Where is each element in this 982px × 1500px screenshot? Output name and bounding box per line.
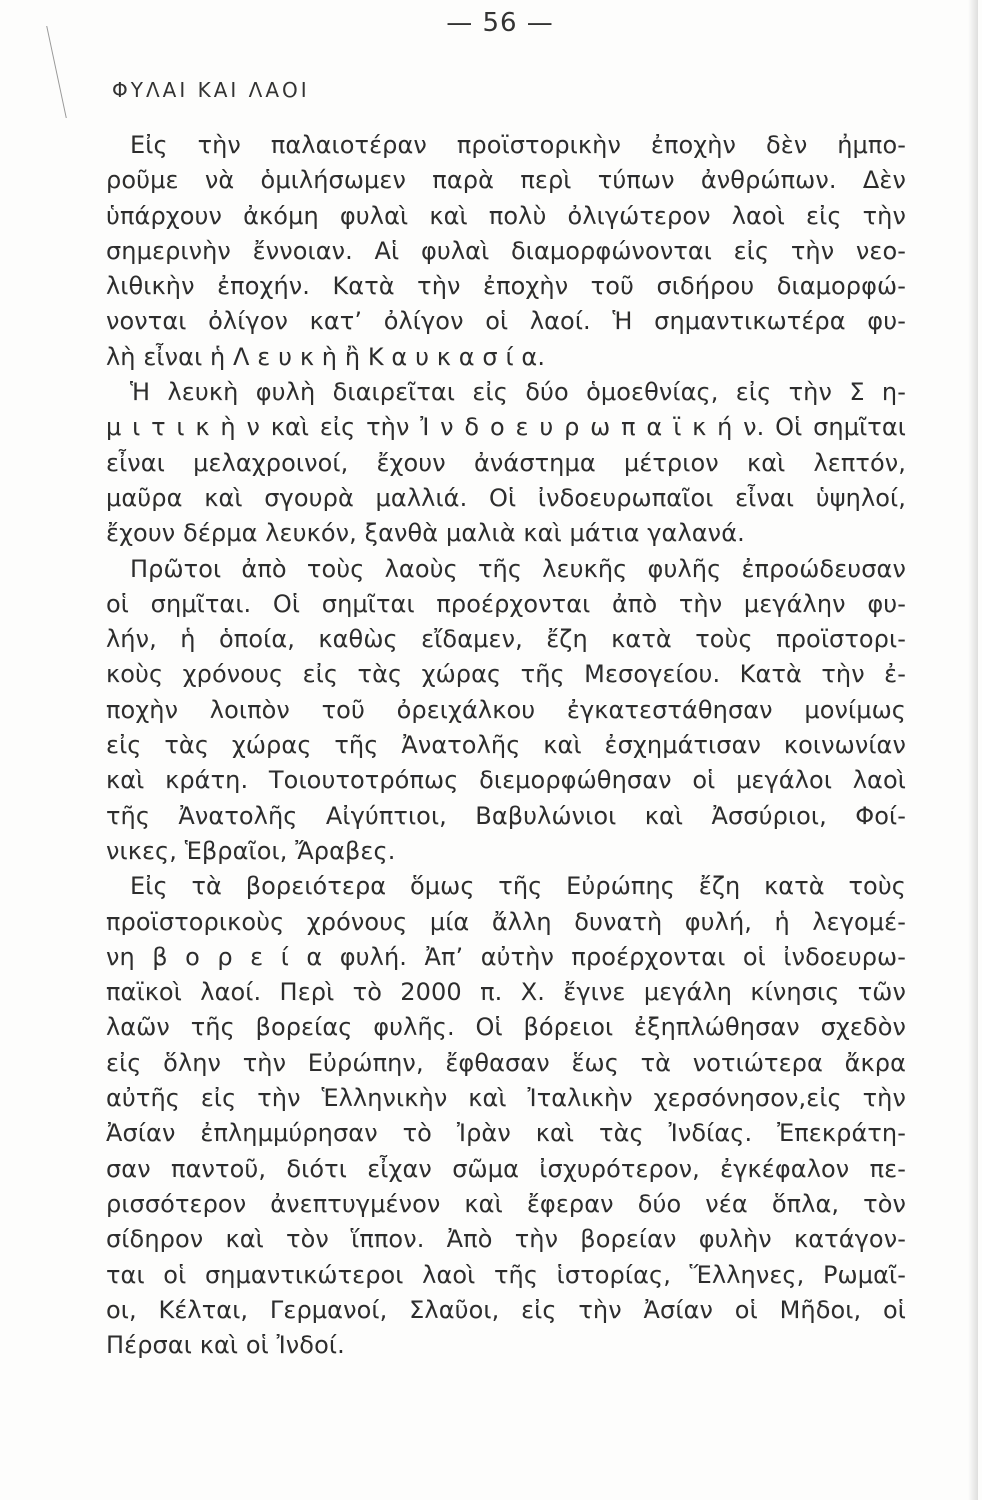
text-line: Πέρσαι καὶ οἱ Ἰνδοί. bbox=[106, 1331, 345, 1360]
scan-edge-mark bbox=[46, 26, 83, 118]
text-line: Ἀσίαν ἐπλημμύρησαν τὸ Ἰρὰν καὶ τὰς Ἰνδίας. Ἐπεκράτη- bbox=[106, 1119, 906, 1148]
text-line: εἰς ὅλην τὴν Εὐρώπην, ἔφθασαν ἕως τὰ νοτιώτερα ἄκρα bbox=[106, 1048, 906, 1077]
text-line: λήν, ἡ ὁποία, καθὼς εἴδαμεν, ἔζη κατὰ τοὺς προϊστορι- bbox=[106, 625, 906, 654]
text-line: λαῶν τῆς βορείας φυλῆς. Οἱ βόρειοι ἐξηπλώθησαν σχεδὸν bbox=[106, 1013, 906, 1042]
text-line: νικες, Ἑβραῖοι, Ἄραβες. bbox=[106, 836, 396, 865]
text-line: εἰς τὰς χώρας τῆς Ἀνατολῆς καὶ ἐσχημάτισαν κοινωνίαν bbox=[106, 731, 906, 760]
text-line: μ ι τ ι κ ὴ ν καὶ εἰς τὴν Ἰ ν δ ο ε υ ρ ω π α ϊ κ ή ν. Οἱ σημῖται bbox=[106, 413, 906, 442]
text-line: προϊστορικοὺς χρόνους μία ἄλλη δυνατὴ φυλή, ἡ λεγομέ- bbox=[106, 907, 906, 936]
text-line: κοὺς χρόνους εἰς τὰς χώρας τῆς Μεσογείου. Κατὰ τὴν ἐ- bbox=[106, 660, 906, 689]
text-line: οἱ σημῖται. Οἱ σημῖται προέρχονται ἀπὸ τὴν μεγάλην φυ- bbox=[106, 589, 906, 618]
text-line: σαν παντοῦ, διότι εἶχαν σῶμα ἰσχυρότερον, ἐγκέφαλον πε- bbox=[106, 1154, 906, 1183]
text-line: ὑπάρχουν ἀκόμη φυλαὶ καὶ πολὺ ὀλιγώτερον λαοὶ εἰς τὴν bbox=[106, 201, 906, 230]
text-line: εἶναι μελαχροινοί, ἔχουν ἀνάστημα μέτριον καὶ λεπτόν, bbox=[106, 448, 906, 477]
text-line: ρισσότερον ἀνεπτυγμένον καὶ ἔφεραν δύο νέα ὅπλα, τὸν bbox=[106, 1189, 906, 1218]
text-line: ἔχουν δέρμα λευκόν, ξανθὰ μαλιὰ καὶ μάτια γαλανά. bbox=[106, 519, 745, 548]
scan-edge-shadow bbox=[968, 0, 978, 1500]
text-line: τῆς Ἀνατολῆς Αἰγύπτιοι, Βαβυλώνιοι καὶ Ἀσσύριοι, Φοί- bbox=[106, 801, 906, 830]
text-line: ροῦμε νὰ ὁμιλήσωμεν παρὰ περὶ τύπων ἀνθρώπων. Δὲν bbox=[106, 166, 906, 195]
text-line: Εἰς τὰ βορειότερα ὅμως τῆς Εὐρώπης ἔζη κατὰ τοὺς bbox=[130, 872, 906, 901]
text-line: μαῦρα καὶ σγουρὰ μαλλιά. Οἱ ἰνδοευρωπαῖοι εἶναι ὑψηλοί, bbox=[106, 483, 906, 512]
text-line: νονται ὀλίγον κατ’ ὀλίγον οἱ λαοί. Ἡ σημαντικωτέρα φυ- bbox=[106, 307, 906, 336]
text-line: λιθικὴν ἐποχήν. Κατὰ τὴν ἐποχὴν τοῦ σιδήρου διαμορφώ- bbox=[106, 272, 906, 301]
text-line: Ἡ λευκὴ φυλὴ διαιρεῖται εἰς δύο ὁμοεθνίας, εἰς τὴν Σ η- bbox=[130, 378, 906, 407]
text-line: σημερινὴν ἔννοιαν. Αἱ φυλαὶ διαμορφώνονται εἰς τὴν νεο- bbox=[106, 236, 906, 265]
text-line: νη β ο ρ ε ί α φυλή. Ἀπ’ αὐτὴν προέρχονται οἱ ἰνδοευρω- bbox=[106, 942, 906, 971]
text-line: καὶ κράτη. Τοιουτοτρόπως διεμορφώθησαν οἱ μεγάλοι λαοὶ bbox=[106, 766, 906, 795]
chapter-title: ΦΥΛΑΙ ΚΑΙ ΛΑΟΙ bbox=[112, 78, 310, 102]
text-line: οι, Κέλται, Γερμανοί, Σλαῦοι, εἰς τὴν Ἀσίαν οἱ Μῆδοι, οἱ bbox=[106, 1295, 906, 1324]
body-text bbox=[106, 128, 906, 1363]
text-line: σίδηρον καὶ τὸν ἵππον. Ἀπὸ τὴν βορείαν φυλὴν κατάγον- bbox=[106, 1225, 906, 1254]
text-line: Πρῶτοι ἀπὸ τοὺς λαοὺς τῆς λευκῆς φυλῆς ἐπροώδευσαν bbox=[130, 554, 906, 583]
page-number: — 56 — bbox=[446, 8, 554, 38]
text-line: αὐτῆς εἰς τὴν Ἑλληνικὴν καὶ Ἰταλικὴν χερσόνησον,εἰς τὴν bbox=[106, 1084, 906, 1113]
text-line: λὴ εἶναι ἡ Λ ε υ κ ὴ ἢ Κ α υ κ α σ ί α. bbox=[106, 342, 546, 371]
text-line: παϊκοὶ λαοί. Περὶ τὸ 2000 π. Χ. ἔγινε μεγάλη κίνησις τῶν bbox=[106, 978, 906, 1007]
text-line: ται οἱ σημαντικώτεροι λαοὶ τῆς ἱστορίας, Ἕλληνες, Ρωμαῖ- bbox=[106, 1260, 906, 1289]
text-line: Εἰς τὴν παλαιοτέραν προϊστορικὴν ἐποχὴν δὲν ἠμπο- bbox=[130, 131, 906, 159]
text-line: ποχὴν λοιπὸν τοῦ ὀρειχάλκου ἐγκατεστάθησαν μονίμως bbox=[106, 695, 906, 724]
